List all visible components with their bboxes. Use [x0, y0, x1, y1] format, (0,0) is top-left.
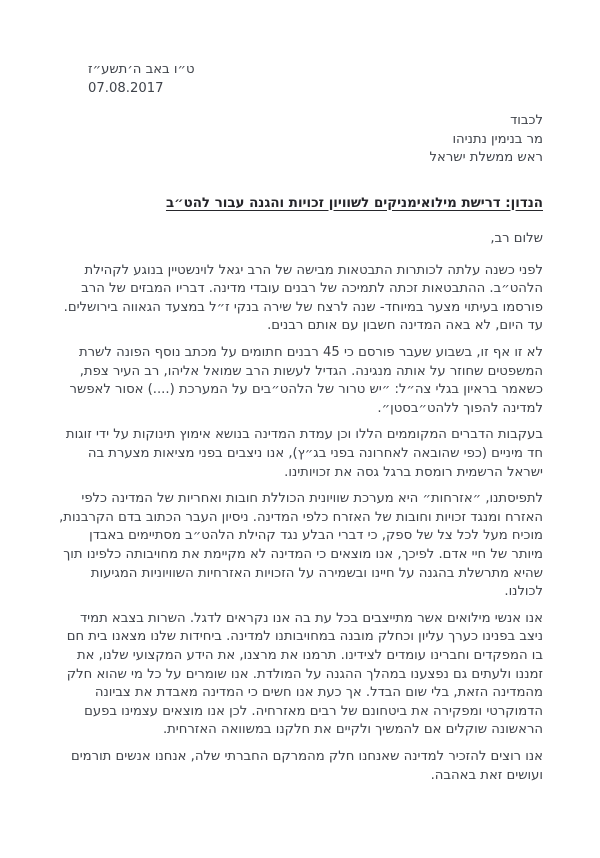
body-paragraph-6: אנו רוצים להזכיר למדינה שאנחנו חלק מהמרקם החברתי שלה, אנחנו אנשים תורמים ועושים זאת באהבה.	[70, 748, 543, 783]
body-paragraph-5: אנו אנשי מילואים אשר מתייצבים בכל עת בה אנו נקראים לדגל. השרות בצבא תמיד ניצב בפנינו כערך עליון וכחלק מובנה במחויבותנו למדינה. ביחידות שלנו מצאנו בית חם בו המפקדים וחברינו עומדים לצידינו. תרמנו את מרצנו, את הידע המקצועי שלנו, את זמננו ולעתים גם נפצענו במהלך ההגנה על המולדת. אנו שומרים על כל מי שהוא חלק מהמדינה הזאת, בלי שום הבדל. אך כעת אנו חשים כי המדינה מאבדת את צביונה הדמוקרטי ומפקירה את ביטחונם של רבים מאזרחיה. לכן אנו מוצאים עצמינו בפעם הראשונה שוקלים אם להמשיך ולקיים את חלקנו במשוואה האזרחית.	[66, 610, 543, 738]
subject-line: הנדון: דרישת מילואימניקים לשוויון זכויות והגנה עבור להט״ב	[165, 195, 543, 211]
recipient-honorific: לכבוד	[510, 113, 543, 128]
body-paragraph-3: בעקבות הדברים המקוממים הללו וכן עמדת המדינה בנושא אימוץ תינוקות על ידי זוגות חד מיניים (כפי שהובאה לאחרונה בפני בג״ץ), אנו ניצבים בפני מציאות מצערת בה ישראל הרשמית רומסת ברגל גסה את זכויותינו.	[65, 427, 543, 480]
date-gregorian: 07.08.2017	[88, 81, 164, 96]
recipient-title: ראש ממשלת ישראל	[429, 150, 543, 165]
body-paragraph-2: לא זו אף זו, בשבוע שעבר פורסם כי 45 רבנים חתומים על מכתב נוסף הפונה לשרת המשפטים שחוזר על אותה מנגינה. הגדיל לעשות הרב שמואל אליהו, רב העיר צפת, כשאמר בראיון בגלי צה״ל: ״יש טרור של הלהט״בים על המערכת (....) אסור לאפשר למדינה להפוך ללהט״בסטן״.	[69, 345, 543, 416]
body-paragraph-4: לתפיסתנו, ״אזרחות״ היא מערכת שוויונית הכוללת חובות ואחריות של המדינה כלפי האזרח ומנגד זכויות וחובות של האזרח כלפי המדינה. ניסיון העבר הכתוב בדם הקרבנות, מוכיח מעל לכל צל של ספק, כי דברי הבלע נגד קהילת הלהט״ב מסתיימים באבדן מיותר של חיי אדם. לפיכך, אנו מוצאים כי המדינה לא מקיימת את מחויבותה כלפינו תוך שהיא מתרשלת בהגנה על חיינו ובשמירה על הזכויות האזרחיות השוויוניות המגיעות לכולנו.	[59, 491, 543, 600]
recipient-name: מר בנימין נתניהו	[452, 131, 543, 147]
greeting: שלום רב,	[490, 231, 543, 247]
body-paragraph-1: לפני כשנה עלתה לכותרות התבטאות מבישה של הרב יגאל לוינשטיין בנוגע לקהילת הלהט״ב. ההתבטאות זכתה לתמיכה של רבנים עובדי מדינה. דבריו המבזים של הרב פורסמו בעיתוי מצער במיוחד- שנה לרצח של שירה בנקי ז״ל במצעד הגאווה בירושלים. עד היום, לא באה המדינה חשבון עם אותם רבנים.	[63, 262, 543, 334]
date-block	[88, 60, 195, 98]
letter-body	[57, 262, 543, 785]
date-hebrew: ט״ו באב ה׳תשע״ז	[88, 62, 195, 77]
